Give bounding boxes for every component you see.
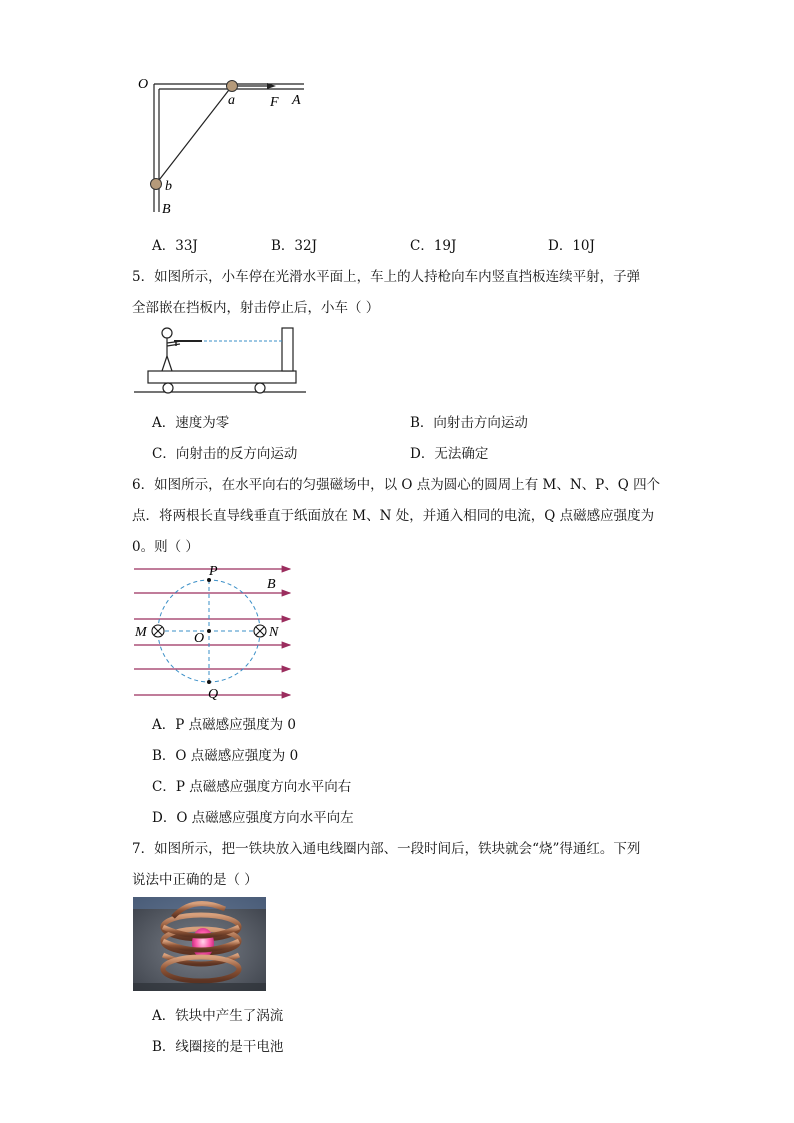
label-A: A	[292, 93, 301, 108]
q4-option-b: B．32J	[271, 238, 318, 254]
q5-option-d: D．无法确定	[410, 446, 489, 462]
q7-question-text: 7．如图所示，把一铁块放入通电线圈内部、一段时间后，铁块就会“烧”得通红。下列	[132, 841, 641, 857]
wire-M-into-page	[152, 625, 164, 637]
q6-option-a: A．P 点磁感应强度为 0	[152, 717, 297, 733]
q6-figure-magnetic-field	[130, 558, 300, 704]
q6-question-text: 6．如图所示，在水平向右的匀强磁场中，以 O 点为圆心的圆周上有 M、N、P、Q 四个	[132, 477, 661, 493]
label-B: B	[267, 577, 276, 592]
q5-option-a: A．速度为零	[152, 415, 230, 431]
q7-option-a: A．铁块中产生了涡流	[152, 1008, 284, 1024]
label-B: B	[162, 202, 171, 217]
q5-option-c: C．向射击的反方向运动	[152, 446, 298, 462]
q5-question-text: 5．如图所示，小车停在光滑水平面上，车上的人持枪向车内竖直挡板连续平射，子弹	[132, 269, 641, 285]
q4-option-c: C．19J	[410, 238, 457, 254]
label-O: O	[194, 631, 205, 646]
q5-question-text-cont: 全部嵌在挡板内，射击停止后，小车（ ）	[132, 300, 380, 316]
q6-question-text-cont: 点．将两根长直导线垂直于纸面放在 M、N 处，并通入相同的电流，Q 点磁感应强度为	[132, 508, 655, 524]
wire-N-into-page	[254, 625, 266, 637]
q6-question-text-cont2: 0。则（ ）	[132, 539, 199, 555]
q7-question-text-cont: 说法中正确的是（ ）	[132, 872, 258, 888]
q4-figure	[130, 70, 310, 220]
q6-option-b: B．O 点磁感应强度为 0	[152, 748, 299, 764]
label-P: P	[209, 564, 218, 579]
label-b: b	[165, 179, 172, 194]
q5-figure-cart	[130, 322, 310, 398]
label-F: F	[270, 95, 279, 110]
q6-option-d: D．O 点磁感应强度方向水平向左	[152, 810, 354, 826]
label-a: a	[228, 93, 235, 108]
q6-option-c: C．P 点磁感应强度方向水平向右	[152, 779, 352, 795]
label-O: O	[138, 77, 149, 92]
label-Q: Q	[208, 687, 219, 702]
ball-b	[151, 179, 162, 190]
q4-option-d: D．10J	[548, 238, 595, 254]
ball-a	[227, 81, 238, 92]
q7-option-b: B．线圈接的是干电池	[152, 1039, 284, 1055]
label-M: M	[135, 625, 147, 640]
q7-photo-induction-coil	[133, 897, 266, 991]
q5-option-b: B．向射击方向运动	[410, 415, 528, 431]
q4-option-a: A．33J	[152, 238, 198, 254]
label-N: N	[269, 625, 279, 640]
